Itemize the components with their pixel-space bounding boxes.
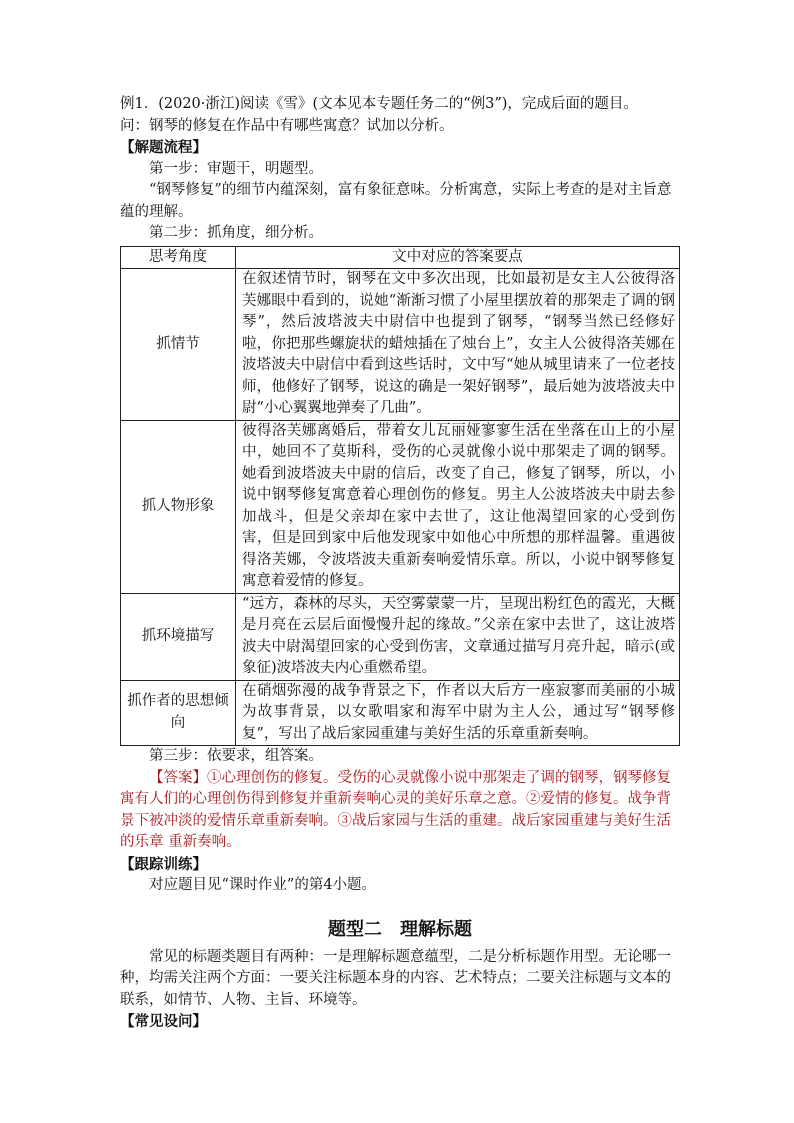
table-header-points: 文中对应的答案要点 <box>236 246 680 269</box>
process-heading: 【解题流程】 <box>120 139 207 156</box>
row-angle: 抓作者的思想倾向 <box>121 680 236 746</box>
step1-detail: “钢琴修复”的细节内蕴深刻，富有象征意味。分析寓意，实际上考查的是对主旨意蕴的理解。 <box>120 182 672 220</box>
training-text: 对应题目见“课时作业”的第4小题。 <box>149 877 377 893</box>
section-title: 题型二 理解标题 <box>328 918 472 940</box>
row-angle: 抓人物形象 <box>121 420 236 593</box>
row-content: 在叙述情节时，钢琴在文中多次出现，比如最初是女主人公彼得洛芙娜眼中看到的，说她“渐渐习惯了小屋里摆放着的那架走了调的钢琴”，然后波塔波夫中尉信中也提到了钢琴，“钢琴当然已经修好啦，你把那些螺旋状的蜡烛插在了烛台上”，女主人公彼得洛芙娜在波塔波夫中尉信中看到这些话时，文中写“她从城里请来了一位老技师，他修好了钢琴，说这的确是一架好钢琴”，最后她为波塔波夫中尉“小心翼翼地弹奏了几曲”。 <box>236 269 680 421</box>
row-angle: 抓情节 <box>121 269 236 421</box>
step3: 第三步：依要求，组答案。 <box>149 748 323 764</box>
step2: 第二步：抓角度，细分析。 <box>149 225 323 241</box>
answer-text: 【答案】①心理创伤的修复。受伤的心灵就像小说中那架走了调的钢琴，钢琴修复寓有人们的心理创伤得到修复并重新奏响心灵的美好乐章之意。②爱情的修复。战争背景下被冲淡的爱情乐章重新奏响。③战后家园与生活的重建。战后家园重建与美好生活的乐章 重新奏响。 <box>120 769 671 850</box>
analysis-table <box>120 246 680 747</box>
table-header-angle: 思考角度 <box>121 246 236 269</box>
table-row <box>121 420 680 593</box>
table-header-row <box>121 246 680 269</box>
table-row <box>121 680 680 746</box>
table-row <box>121 269 680 421</box>
row-angle: 抓环境描写 <box>121 593 236 680</box>
row-content: 彼得洛芙娜离婚后，带着女儿瓦丽娅寥寥生活在坐落在山上的小屋中，她回不了莫斯科，受伤的心灵就像小说中那架走了调的钢琴。她看到波塔波夫中尉的信后，改变了自己，修复了钢琴，所以，小说中钢琴修复寓意着心理创伤的修复。男主人公波塔波夫中尉去参加战斗，但是父亲却在家中去世了，这让他渴望回家的心受到伤害，但是回到家中后他发现家中如他心中所想的那样温馨。重遇彼得洛芙娜，令波塔波夫重新奏响爱情乐章。所以，小说中钢琴修复寓意着爱情的修复。 <box>236 420 680 593</box>
document-page <box>120 94 680 1033</box>
row-content: 在硝烟弥漫的战争背景之下，作者以大后方一座寂寥而美丽的小城为故事背景，以女歌唱家和海军中尉为主人公，通过写“钢琴修复”，写出了战后家园重建与美好生活的乐章重新奏响。 <box>236 680 680 746</box>
section-intro: 常见的标题类题目有两种：一是理解标题意蕴型，二是分析标题作用型。无论哪一种，均需关注两个方面：一要关注标题本身的内容、艺术特点；二要关注标题与文本的联系，如情节、人物、主旨、环境等。 <box>120 948 671 1008</box>
training-heading: 【跟踪训练】 <box>120 855 207 873</box>
common-questions-heading: 【常见设问】 <box>120 1013 207 1030</box>
table-row <box>121 593 680 680</box>
question-line: 问：钢琴的修复在作品中有哪些寓意？试加以分析。 <box>120 117 454 134</box>
example-line: 例1．(2020·浙江)阅读《雪》(文本见本专题任务二的“例3”)，完成后面的题目。 <box>120 96 638 112</box>
row-content: “远方，森林的尽头，天空雾蒙蒙一片，呈现出粉红色的霞光，大概是月亮在云层后面慢慢升起的缘故。”父亲在家中去世了，这让波塔波夫中尉渴望回家的心受到伤害，文章通过描写月亮升起，暗示(或象征)波塔波夫内心重燃希望。 <box>236 593 680 680</box>
step1: 第一步：审题干，明题型。 <box>149 160 323 177</box>
